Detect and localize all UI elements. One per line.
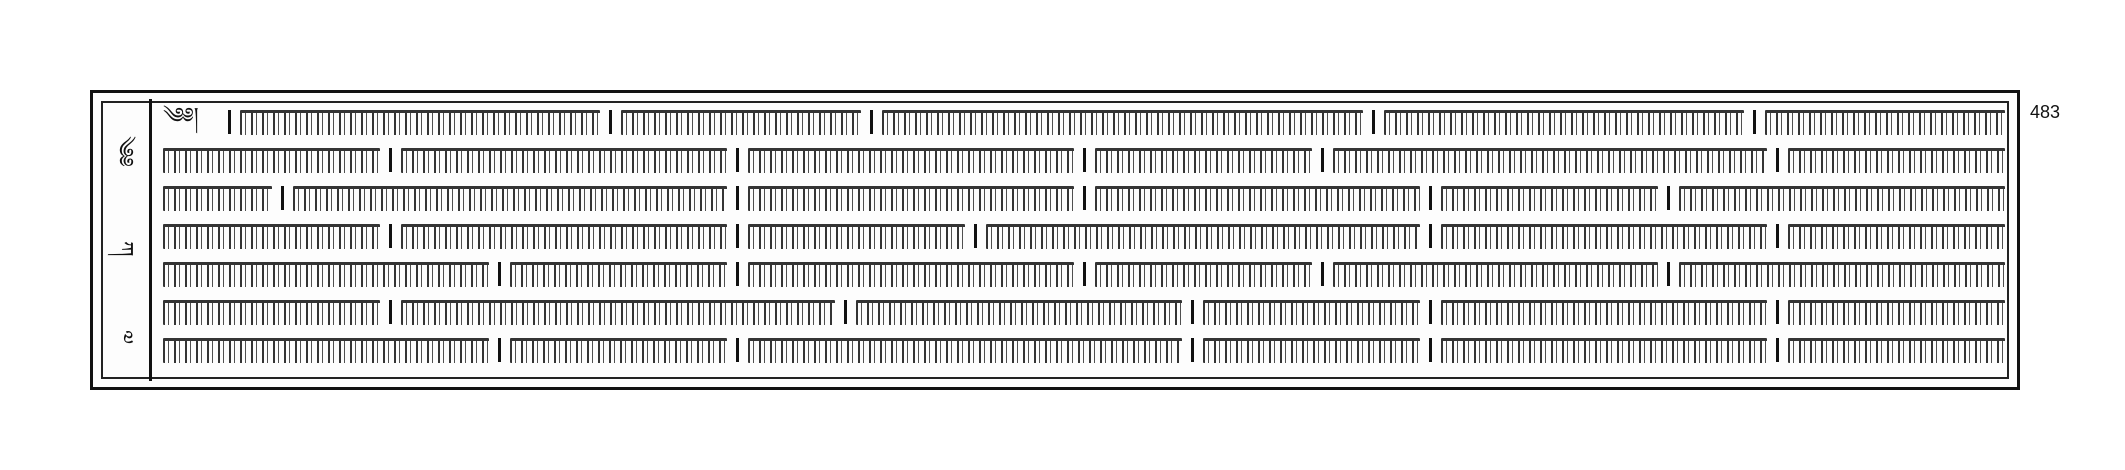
script-line-7 <box>163 335 2005 365</box>
script-line-1 <box>163 104 2005 137</box>
page-number: 483 <box>2030 102 2061 122</box>
script-line-3 <box>163 183 2005 213</box>
margin-glyph-2: ཀ <box>112 240 137 257</box>
script-line-4 <box>163 221 2005 251</box>
script-line-2 <box>163 145 2005 175</box>
margin-glyph-3: ༧ <box>112 329 137 345</box>
left-margin-panel <box>99 99 152 381</box>
opening-mark: ༄༅། <box>163 104 199 129</box>
script-line-6 <box>163 297 2005 327</box>
margin-glyph-1: ༄༅ <box>112 135 137 167</box>
script-line-5 <box>163 259 2005 289</box>
script-text-block <box>163 104 2005 377</box>
manuscript-folio <box>90 90 2020 390</box>
